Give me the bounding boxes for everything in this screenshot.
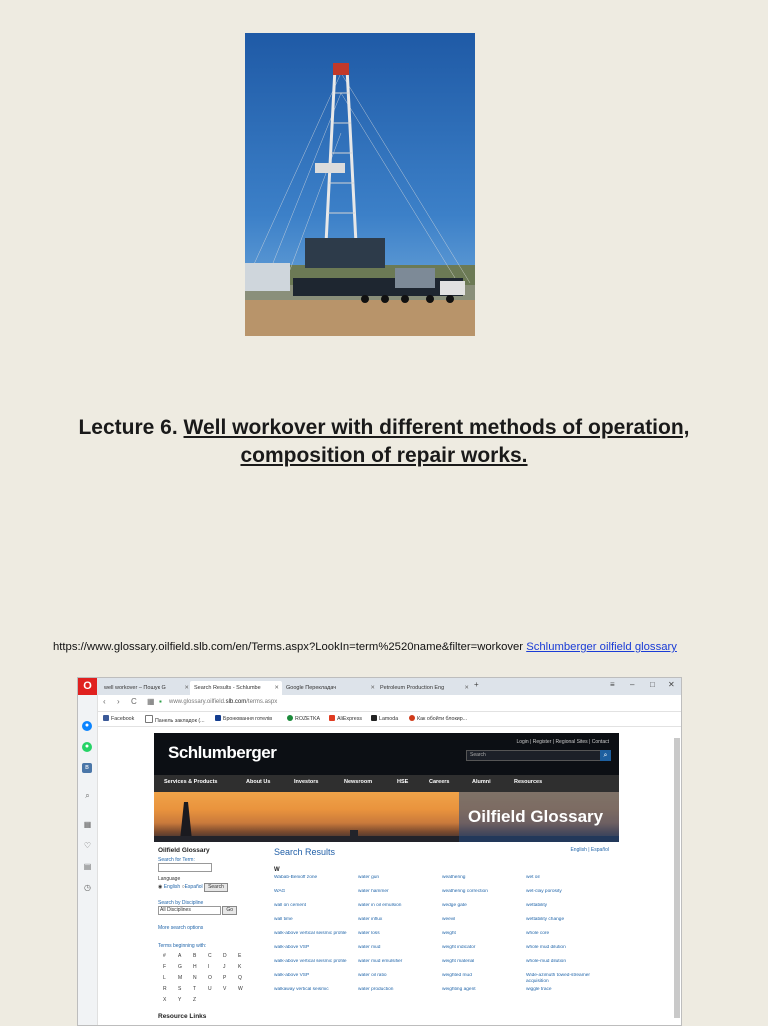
letter-link[interactable]: M	[178, 975, 183, 981]
results-letter: W	[274, 867, 280, 873]
result-term-link[interactable]: water hammer	[358, 889, 389, 894]
term-search-input[interactable]	[158, 863, 212, 872]
drilling-rig-photo	[245, 33, 475, 336]
nav-resources[interactable]: Resources	[514, 779, 543, 785]
result-term-link[interactable]: walk-above vertical seismic profile	[274, 959, 347, 964]
language-label: Language	[158, 876, 181, 882]
result-term-link[interactable]: water mud	[358, 945, 381, 950]
tab-bar	[78, 678, 681, 695]
terms-beginning-label: Terms beginning with:	[158, 943, 207, 949]
bookmark-booking[interactable]: Бронювання готелів	[215, 715, 272, 722]
letter-link[interactable]: R	[163, 986, 167, 992]
bookmark-unblock[interactable]: Как обойти блокир...	[409, 715, 467, 722]
letter-link[interactable]: V	[223, 986, 227, 992]
browser-screenshot	[77, 677, 682, 1026]
bookmarks-bar	[97, 712, 681, 727]
search-icon[interactable]: ⌕	[85, 791, 90, 800]
result-term-link[interactable]: weight indicator	[442, 945, 476, 950]
result-term-link[interactable]: wet-clay porosity	[526, 889, 562, 894]
result-term-link[interactable]: weighted mud	[442, 973, 472, 978]
news-icon[interactable]: ▤	[83, 862, 92, 871]
letter-link[interactable]: W	[238, 986, 243, 992]
schlumberger-page	[154, 733, 619, 1026]
reload-icon[interactable]: C	[131, 697, 137, 706]
letter-link[interactable]: A	[178, 953, 182, 959]
heart-icon[interactable]: ♡	[83, 841, 92, 850]
letter-link[interactable]: F	[163, 964, 167, 970]
result-term-link[interactable]: walk-above vertical seismic profile	[274, 931, 347, 936]
vk-icon[interactable]: в	[82, 763, 92, 773]
search-term-label: Search for Term:	[158, 857, 195, 863]
top-links[interactable]: Login | Register | Regional Sites | Contact	[516, 739, 609, 745]
tab-petroleum[interactable]: Petroleum Production Eng ✕	[380, 685, 469, 691]
result-term-link[interactable]: Wide-azimuth towed-streamer acquisition	[526, 973, 590, 984]
search-button[interactable]: Search	[204, 883, 228, 892]
letter-link[interactable]: T	[193, 986, 197, 992]
letter-link[interactable]: S	[178, 986, 182, 992]
nav-newsroom[interactable]: Newsroom	[344, 779, 373, 785]
letter-link[interactable]: C	[208, 953, 212, 959]
result-term-link[interactable]: weight	[442, 931, 456, 936]
nav-careers[interactable]: Careers	[429, 779, 450, 785]
result-term-link[interactable]: walk-above VSP	[274, 945, 310, 950]
nav-alumni[interactable]: Alumni	[472, 779, 491, 785]
search-results	[274, 847, 619, 1001]
result-term-link[interactable]: weevil	[442, 917, 456, 922]
scrollbar[interactable]	[674, 738, 680, 1018]
result-term-link[interactable]: walkaway vertical seismic	[274, 987, 329, 992]
nav-about[interactable]: About Us	[246, 779, 271, 785]
site-nav	[154, 775, 619, 792]
result-term-link[interactable]: water loss	[358, 931, 380, 936]
letter-link[interactable]: N	[193, 975, 197, 981]
tab-search-results[interactable]: Search Results - Schlumbe ✕	[190, 681, 282, 695]
whatsapp-icon[interactable]: ●	[82, 742, 92, 752]
result-term-link[interactable]: whole-mud dilution	[526, 959, 566, 964]
new-tab-button[interactable]: +	[474, 680, 479, 689]
menu-icon[interactable]: ≡	[610, 680, 615, 689]
bookmark-panel[interactable]: Панель закладок (...	[145, 715, 205, 724]
discipline-label: Search by Discipline	[158, 900, 204, 906]
letter-link[interactable]: Y	[178, 997, 182, 1003]
more-options-link[interactable]: More search options	[158, 925, 204, 931]
letter-index	[158, 953, 268, 1003]
letter-link[interactable]: #	[163, 953, 166, 959]
glossary-banner	[154, 792, 619, 842]
resource-links-heading: Resource Links	[158, 1013, 207, 1020]
letter-link[interactable]: X	[163, 997, 167, 1003]
letter-link[interactable]: O	[208, 975, 212, 981]
lecture-title	[40, 414, 728, 470]
sidebar-heading: Oilfield Glossary	[158, 847, 210, 854]
english-label: English	[163, 884, 181, 890]
glossary-sidebar	[158, 847, 268, 1023]
lecture-title-line2: composition of repair works.	[240, 444, 528, 467]
glossary-link[interactable]: Schlumberger oilfield glossary	[526, 641, 677, 653]
letter-link[interactable]: B	[193, 953, 197, 959]
tab-google-search[interactable]: well workover – Пошук G ✕	[104, 685, 189, 691]
letter-link[interactable]: J	[223, 964, 226, 970]
nav-services[interactable]: Services & Products	[164, 779, 218, 785]
result-term-link[interactable]: walk-above VSP	[274, 973, 310, 978]
banner-title: Oilfield Glossary	[468, 807, 604, 826]
maximize-icon[interactable]: □	[650, 680, 655, 689]
espanol-label: Español	[184, 884, 203, 890]
result-term-link[interactable]: water mud emulsifier	[358, 959, 403, 964]
result-term-link[interactable]: wall time	[274, 917, 293, 922]
lecture-title-line1: Well workover with different methods of operation,	[183, 416, 690, 439]
close-icon[interactable]: ✕	[668, 680, 675, 689]
tab-google-translate[interactable]: Google Перекладач ✕	[286, 685, 375, 691]
result-term-link[interactable]: water production	[358, 987, 394, 992]
url-field[interactable]: www.glossary.oilfield.slb.com/terms.aspx	[169, 699, 278, 705]
result-term-link[interactable]: water gun	[358, 875, 380, 880]
nav-hse[interactable]: HSE	[397, 779, 409, 785]
letter-link[interactable]: K	[238, 964, 242, 970]
letter-link[interactable]: Z	[193, 997, 197, 1003]
lecture-prefix: Lecture 6.	[78, 416, 184, 439]
result-term-link[interactable]: water influx	[358, 917, 383, 922]
reference-url: https://www.glossary.oilfield.slb.com/en/Terms.aspx?LookIn=term%2520name&filter=workover	[53, 641, 524, 653]
results-heading: Search Results	[274, 847, 336, 857]
result-term-link[interactable]: wettability change	[526, 917, 565, 922]
result-term-link[interactable]: Wabab-Benioff zone	[274, 875, 318, 880]
espanol-radio[interactable]: ○	[181, 884, 185, 890]
result-term-link[interactable]: WAG	[274, 889, 286, 894]
result-term-link[interactable]: wall on cement	[274, 903, 306, 908]
speed-dial-icon[interactable]: ▦	[83, 820, 92, 829]
bookmark-lamoda[interactable]: Lamoda	[371, 715, 398, 722]
letter-link[interactable]: Q	[238, 975, 242, 981]
bookmark-rozetka[interactable]: ROZETKA	[287, 715, 320, 722]
lock-icon: ▪	[159, 697, 162, 706]
result-term-link[interactable]: wiggle trace	[526, 987, 552, 992]
browser-sidebar	[78, 695, 98, 1025]
tabs-grid-icon[interactable]: ▦	[147, 697, 155, 706]
result-term-link[interactable]: weight material	[442, 959, 475, 964]
english-radio[interactable]: ◉	[158, 884, 163, 890]
letter-link[interactable]: D	[223, 953, 227, 959]
site-search-icon[interactable]: ⌕	[600, 750, 611, 761]
letter-link[interactable]: U	[208, 986, 212, 992]
letter-link[interactable]: I	[208, 964, 210, 970]
result-term-link[interactable]: weathering correction	[442, 889, 488, 894]
site-search-input[interactable]: Search	[466, 750, 604, 761]
discipline-select[interactable]: All Disciplines	[158, 906, 221, 915]
letter-link[interactable]: G	[178, 964, 182, 970]
address-bar	[97, 695, 681, 712]
result-term-link[interactable]: weighting agent	[442, 987, 476, 992]
letter-link[interactable]: L	[163, 975, 166, 981]
nav-investors[interactable]: Investors	[294, 779, 319, 785]
minimize-icon[interactable]: –	[630, 680, 635, 689]
result-term-link[interactable]: wedge gate	[442, 903, 467, 908]
results-language-links[interactable]: English | Español	[570, 847, 609, 853]
letter-link[interactable]: H	[193, 964, 197, 970]
bookmark-aliexpress[interactable]: AliExpress	[329, 715, 362, 722]
history-icon[interactable]: ◷	[84, 883, 91, 892]
reference-line	[53, 641, 753, 653]
back-icon[interactable]: ‹	[103, 697, 106, 706]
letter-link[interactable]: E	[238, 953, 242, 959]
results-grid	[274, 875, 619, 1001]
result-term-link[interactable]: whole core	[526, 931, 550, 936]
bookmark-facebook[interactable]: Facebook	[103, 715, 134, 722]
result-term-link[interactable]: water in oil emulsion	[358, 903, 402, 908]
go-button[interactable]: Go	[222, 906, 237, 915]
result-term-link[interactable]: whole mud dilution	[526, 945, 566, 950]
result-term-link[interactable]: wet oil	[526, 875, 540, 880]
site-header	[154, 733, 619, 775]
result-term-link[interactable]: water oil ratio	[358, 973, 387, 978]
letter-link[interactable]: P	[223, 975, 227, 981]
messenger-icon[interactable]: ●	[82, 721, 92, 731]
schlumberger-logo[interactable]: Schlumberger	[168, 743, 277, 762]
forward-icon[interactable]: ›	[117, 697, 120, 706]
result-term-link[interactable]: wettability	[526, 903, 548, 908]
opera-logo-icon[interactable]: O	[78, 678, 97, 695]
result-term-link[interactable]: weathering	[442, 875, 466, 880]
